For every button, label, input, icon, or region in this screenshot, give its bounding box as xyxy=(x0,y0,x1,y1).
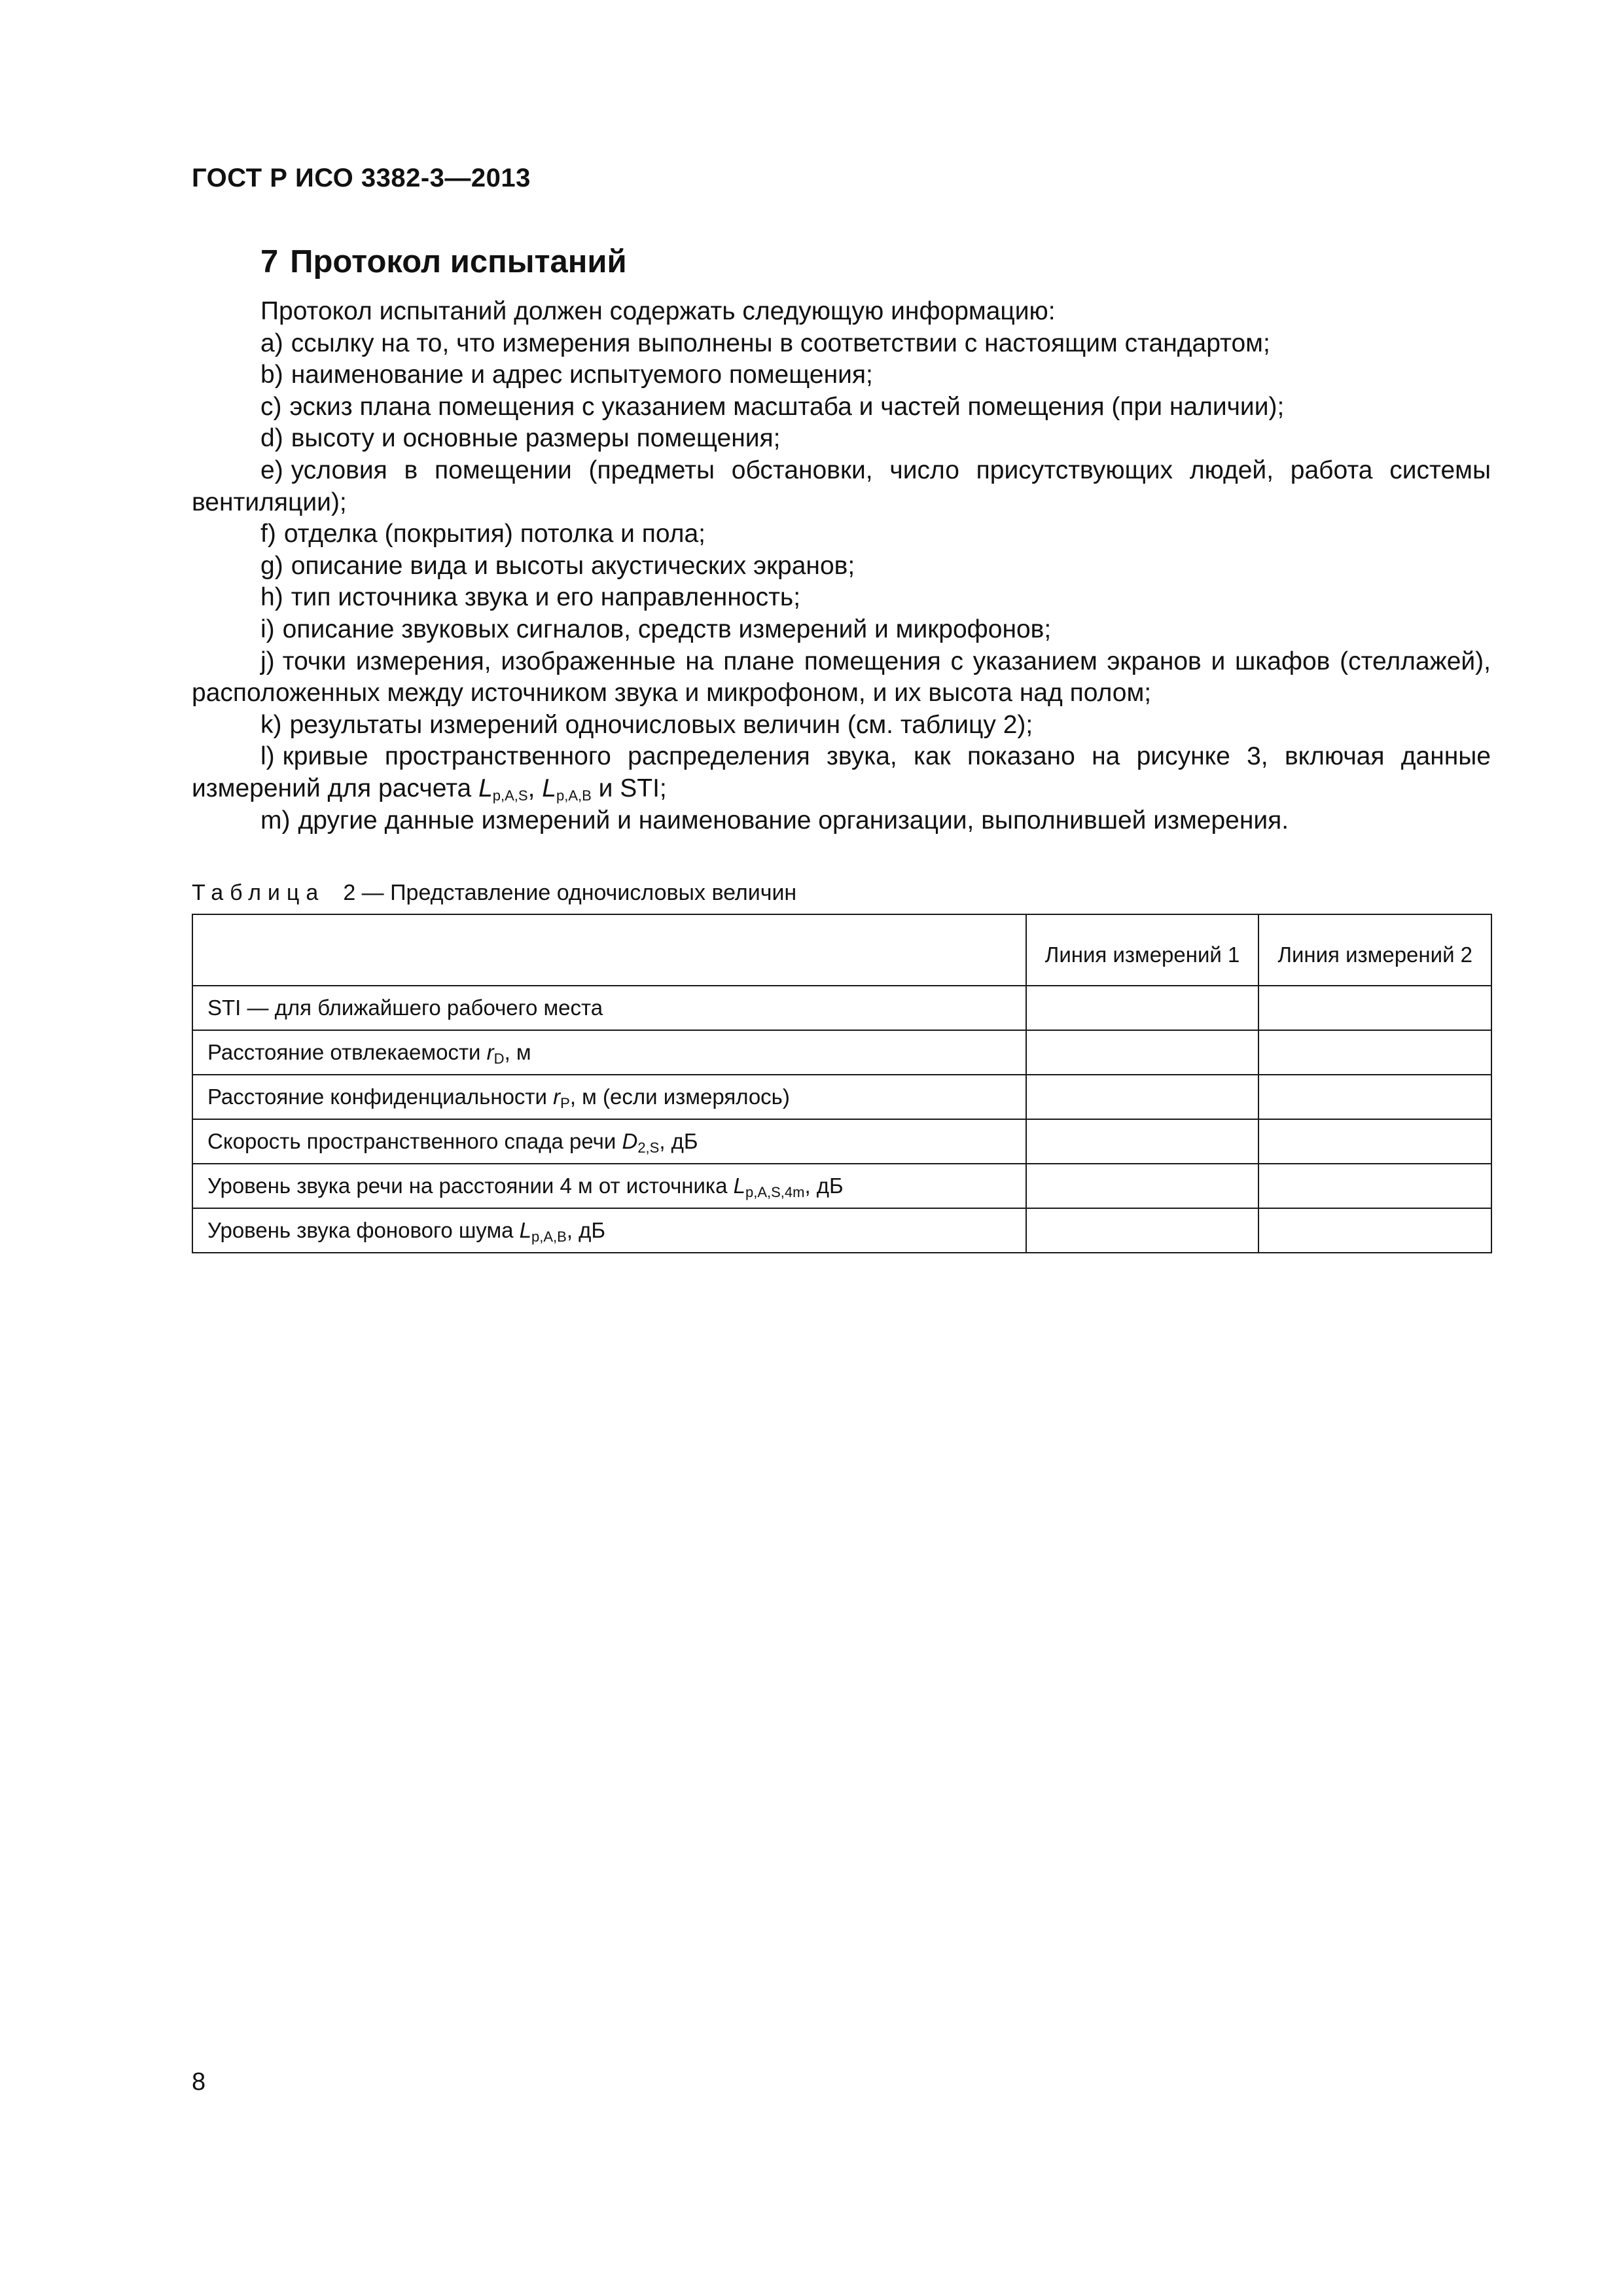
list-item-d: d) высоту и основные размеры помещения; xyxy=(260,424,781,453)
table-cell xyxy=(1258,1075,1491,1119)
document-code-header: ГОСТ Р ИСО 3382-3—2013 xyxy=(192,164,531,192)
symbol-l-pas: L xyxy=(478,774,493,802)
table-cell xyxy=(1026,1164,1259,1208)
section-number: 7 xyxy=(260,244,279,279)
list-item-l: l) кривые пространственного распределения звука, как показано на рисунке 3, включая данные измерений для расчета $L_{p,A,S}$, $L_{p,A,B}$ и STI; xyxy=(192,742,1491,804)
table-header-line-2: Линия измерений 2 xyxy=(1258,914,1491,986)
row-label: Уровень звука речи на расстоянии 4 м от источника $L_{p,A,S,4m}$, дБ xyxy=(192,1164,1026,1208)
list-item-k: k) результаты измерений одночисловых величин (см. таблицу 2); xyxy=(260,710,1033,739)
row-label: Уровень звука фонового шума $L_{p,A,B}$, дБ xyxy=(192,1208,1026,1253)
list-item-c: c) эскиз плана помещения с указанием масштаба и частей помещения (при наличии); xyxy=(260,392,1285,421)
table-header-line-1: Линия измерений 1 xyxy=(1026,914,1259,986)
table-caption-word: Таблица xyxy=(192,880,325,905)
list-item-h: h) тип источника звука и его направленность; xyxy=(260,583,801,612)
list-item-b: b) наименование и адрес испытуемого помещения; xyxy=(260,361,873,389)
table-cell xyxy=(1026,1208,1259,1253)
table-cell xyxy=(1258,1208,1491,1253)
section-heading xyxy=(260,243,627,280)
table-caption-text: 2 — Представление одночисловых величин xyxy=(343,880,797,905)
list-item-i: i) описание звуковых сигналов, средств измерений и микрофонов; xyxy=(260,615,1052,643)
table-cell xyxy=(1258,1164,1491,1208)
section-title: Протокол испытаний xyxy=(290,244,627,279)
row-label: Расстояние конфиденциальности $r_P$, м (если измерялось) xyxy=(192,1075,1026,1119)
table-row xyxy=(192,1030,1491,1075)
table-row xyxy=(192,1075,1491,1119)
list-item-g: g) описание вида и высоты акустических экранов; xyxy=(260,551,855,580)
table-cell xyxy=(1026,1030,1259,1075)
table-cell xyxy=(1026,1075,1259,1119)
row-label: STI — для ближайшего рабочего места xyxy=(192,986,1026,1030)
row-label: Расстояние отвлекаемости $r_D$, м xyxy=(192,1030,1026,1075)
row-label: Скорость пространственного спада речи $D_{2,S}$, дБ xyxy=(192,1119,1026,1164)
list-item-a: a) ссылку на то, что измерения выполнены в соответствии с настоящим стандартом; xyxy=(260,329,1270,357)
page-number: 8 xyxy=(192,2068,206,2096)
list-item-m: m) другие данные измерений и наименование организации, выполнившей измерения. xyxy=(260,806,1289,834)
table-row xyxy=(192,1164,1491,1208)
table-header-empty xyxy=(192,914,1026,986)
table-caption xyxy=(192,880,796,906)
list-item-e: e) условия в помещении (предметы обстановки, число присутствующих людей, работа системы вентиляции); xyxy=(192,456,1491,516)
single-number-values-table xyxy=(192,914,1492,1253)
table-row xyxy=(192,986,1491,1030)
table-row xyxy=(192,1208,1491,1253)
report-requirements xyxy=(192,296,1491,836)
intro-paragraph: Протокол испытаний должен содержать следующую информацию: xyxy=(260,297,1056,325)
table-row xyxy=(192,1119,1491,1164)
table-cell xyxy=(1026,986,1259,1030)
list-item-j: j) точки измерения, изображенные на плане помещения с указанием экранов и шкафов (стеллажей), расположенных между источником звука и микрофоном, и их высота над полом; xyxy=(192,647,1491,708)
table-cell xyxy=(1258,1030,1491,1075)
symbol-l-pab: L xyxy=(542,774,556,802)
table-cell xyxy=(1026,1119,1259,1164)
table-cell xyxy=(1258,986,1491,1030)
list-item-f: f) отделка (покрытия) потолка и пола; xyxy=(260,520,706,548)
table-cell xyxy=(1258,1119,1491,1164)
table-header-row xyxy=(192,914,1491,986)
